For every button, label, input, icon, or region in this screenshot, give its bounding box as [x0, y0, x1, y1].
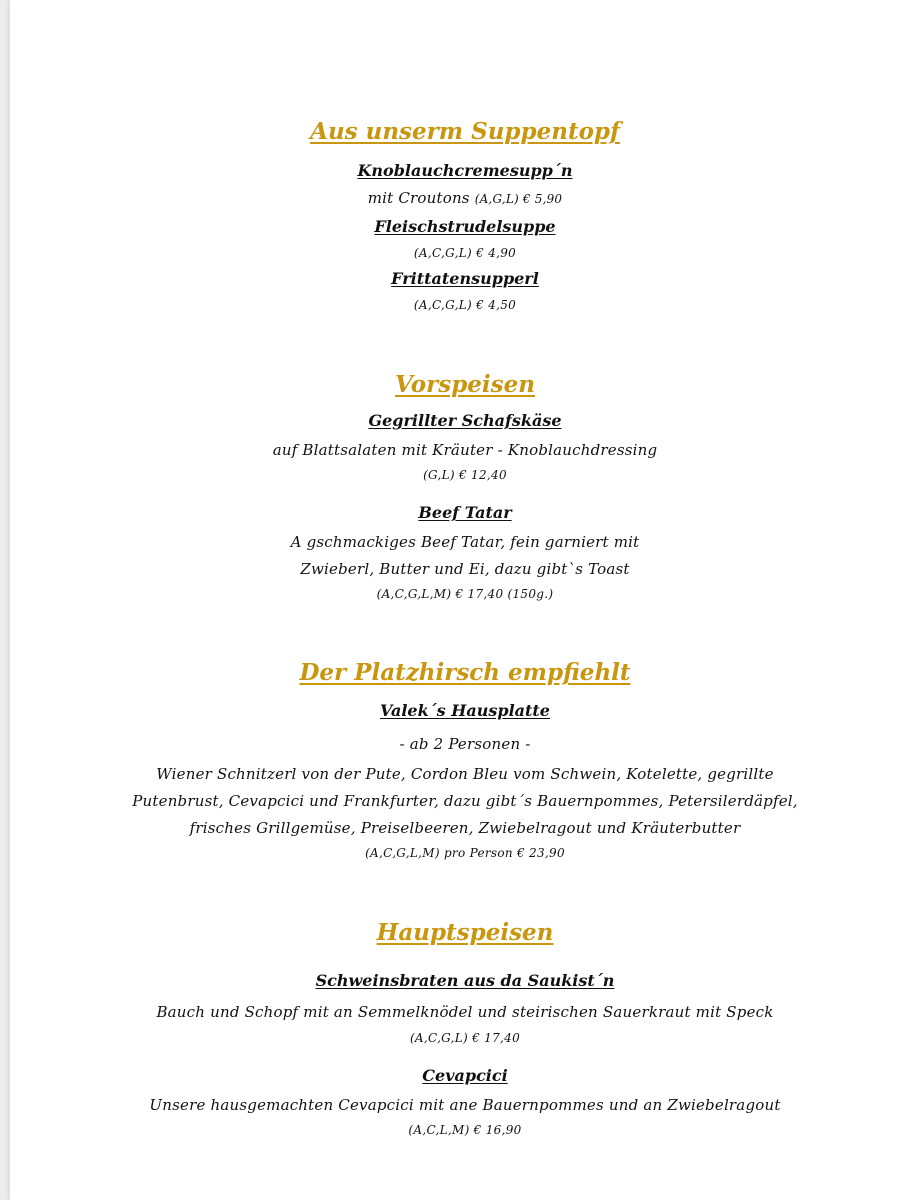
dish-price: (A,G,L) € 5,90	[474, 192, 563, 206]
dish-name-schweinsbraten: Schweinsbraten aus da Saukist´n	[315, 971, 615, 990]
dish-desc: mit Croutons	[367, 189, 470, 207]
dish-desc-line: Putenbrust, Cevapcici und Frankfurter, dazu gibt´s Bauernpommes, Petersilerdäpfel,	[132, 792, 798, 810]
dish-price-schafskaese: (G,L) € 12,40	[423, 468, 507, 482]
section-title-platzhirsch: Der Platzhirsch empfiehlt	[299, 659, 631, 686]
dish-price-fleischstrudelsuppe: (A,C,G,L) € 4,90	[413, 246, 517, 260]
dish-price-frittatensupperl: (A,C,G,L) € 4,50	[413, 298, 517, 312]
dish-price-cevapcici: (A,C,L,M) € 16,90	[408, 1123, 522, 1137]
dish-price-hausplatte: (A,C,G,L,M) pro Person € 23,90	[365, 846, 565, 860]
dish-desc-line: Unsere hausgemachten Cevapcici mit ane Bauernpommes und an Zwiebelragout	[149, 1096, 781, 1114]
dish-name-beef-tatar: Beef Tatar	[418, 503, 512, 522]
dish-desc-line: Wiener Schnitzerl von der Pute, Cordon Bleu vom Schwein, Kotelette, gegrillte	[156, 765, 774, 783]
dish-desc-line: Zwieberl, Butter und Ei, dazu gibt`s Toast	[300, 560, 630, 578]
dish-line-knoblauchcremesuppe	[10, 188, 920, 209]
dish-price-beef-tatar: (A,C,G,L,M) € 17,40 (150g.)	[376, 587, 554, 601]
dish-name-fleischstrudelsuppe: Fleischstrudelsuppe	[374, 217, 556, 236]
dish-note-hausplatte: - ab 2 Personen -	[399, 735, 531, 753]
dish-name-cevapcici: Cevapcici	[422, 1066, 508, 1085]
section-title-hauptspeisen: Hauptspeisen	[376, 919, 554, 946]
menu-page	[10, 0, 920, 1200]
dish-desc-line: auf Blattsalaten mit Kräuter - Knoblauchdressing	[272, 441, 658, 459]
dish-name-hausplatte: Valek´s Hausplatte	[380, 701, 550, 720]
dish-desc-line: frisches Grillgemüse, Preiselbeeren, Zwiebelragout und Kräuterbutter	[189, 819, 741, 837]
section-title-vorspeisen: Vorspeisen	[395, 371, 535, 398]
dish-name-frittatensupperl: Frittatensupperl	[391, 269, 539, 288]
section-title-suppentopf: Aus unserm Suppentopf	[310, 118, 620, 145]
dish-name-schafskaese: Gegrillter Schafskäse	[368, 411, 562, 430]
dish-price-schweinsbraten: (A,C,G,L) € 17,40	[409, 1031, 521, 1045]
dish-desc-line: Bauch und Schopf mit an Semmelknödel und steirischen Sauerkraut mit Speck	[156, 1003, 774, 1021]
dish-desc-line: A gschmackiges Beef Tatar, fein garniert mit	[290, 533, 640, 551]
dish-name-knoblauchcremesuppe: Knoblauchcremesupp´n	[357, 161, 573, 180]
